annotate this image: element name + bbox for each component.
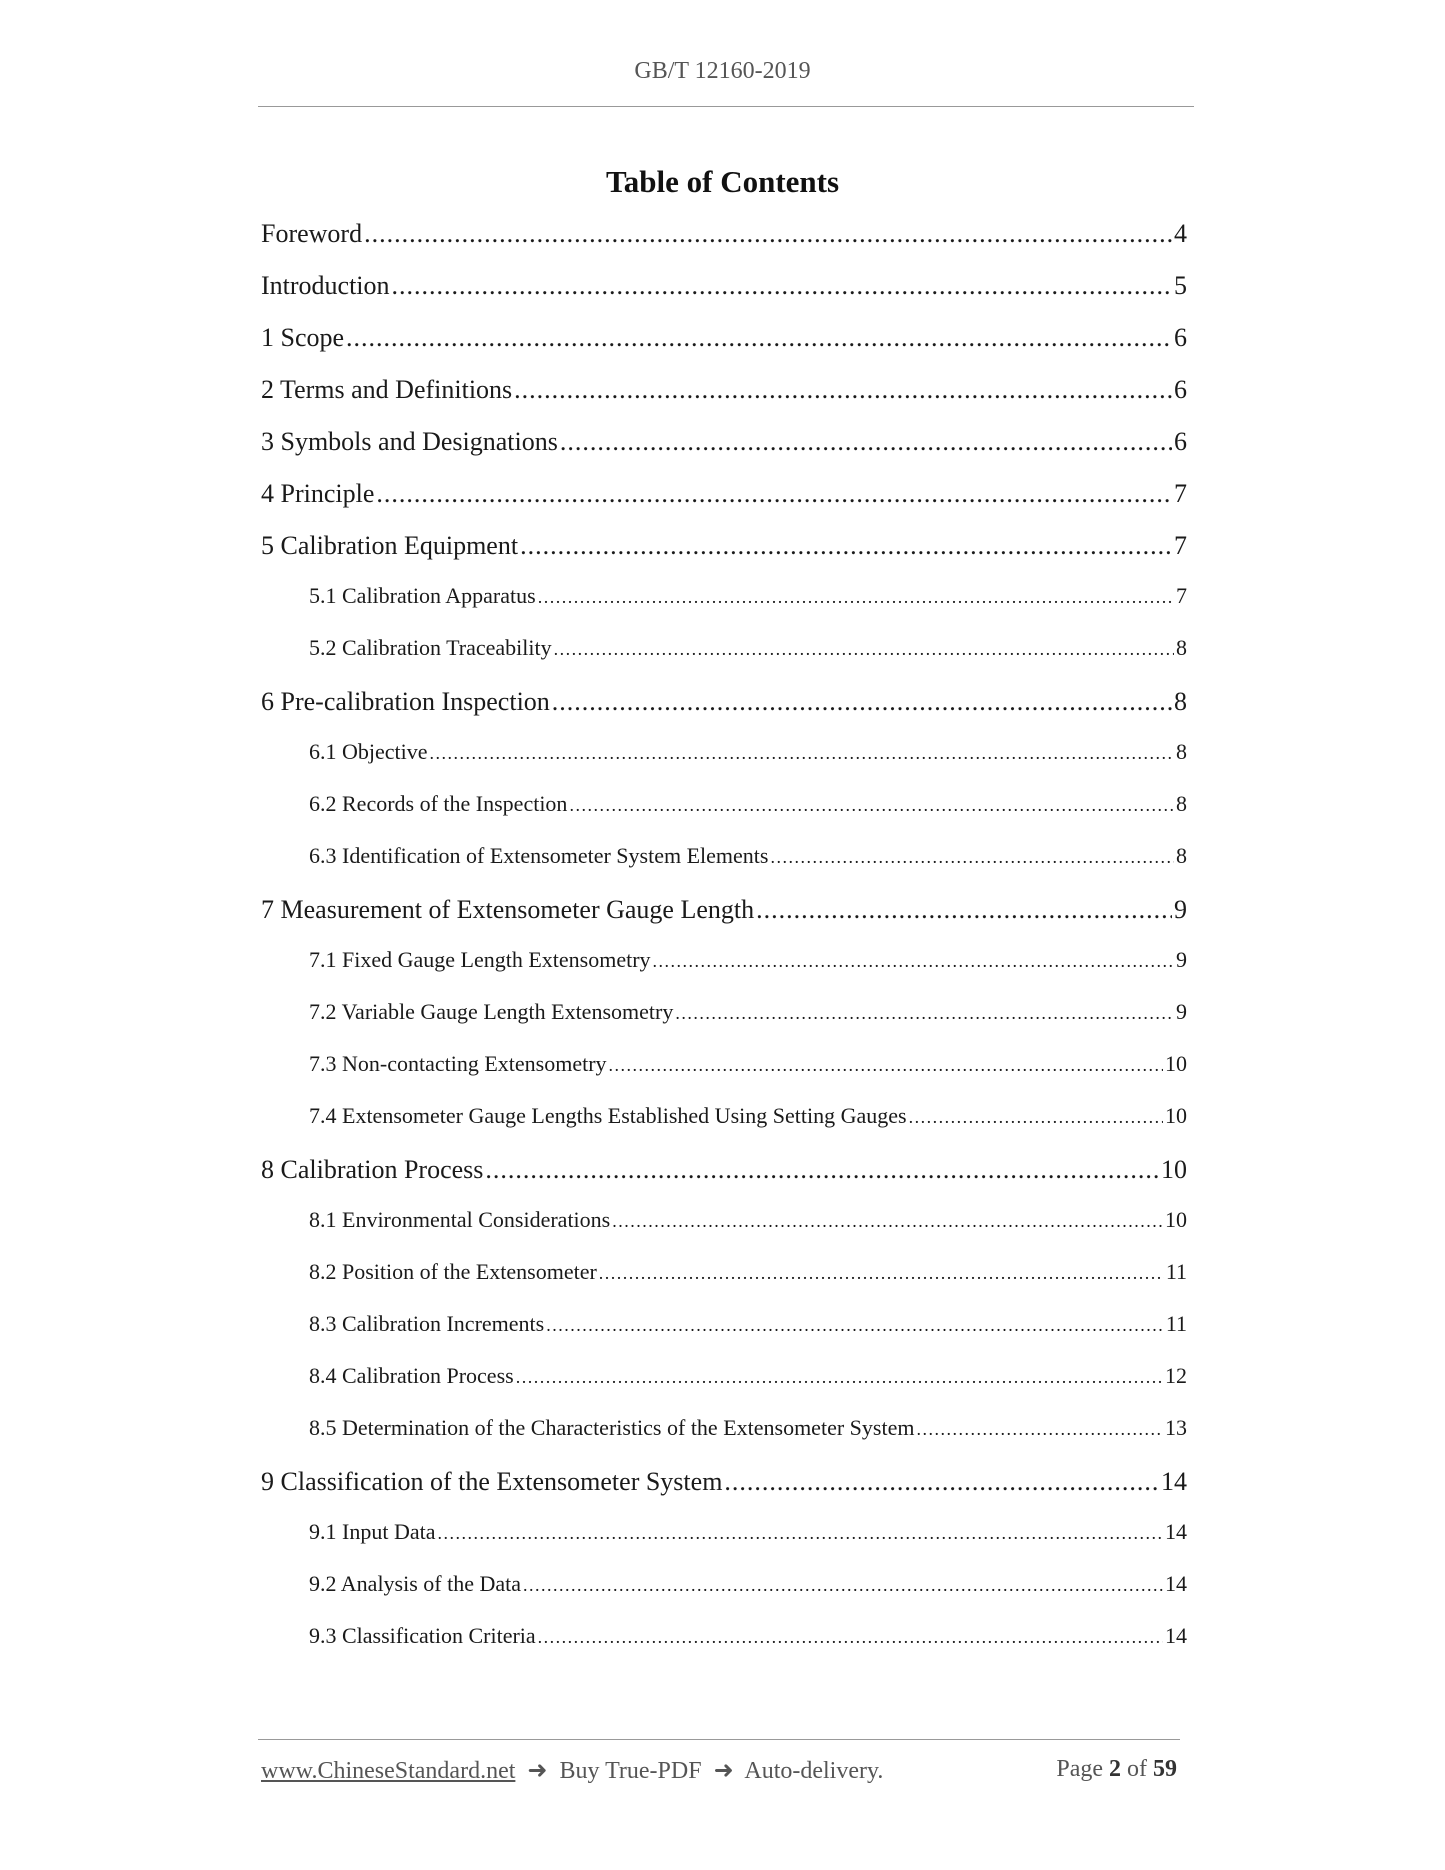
- toc-entry-page: 12: [1165, 1363, 1187, 1388]
- toc-entry-page: 13: [1165, 1415, 1187, 1440]
- right-arrow-icon: ➜: [527, 1758, 548, 1784]
- toc-dot-leader: [376, 479, 1172, 509]
- toc-entry-title: 8.4 Calibration Process: [309, 1363, 514, 1388]
- toc-entry[interactable]: [261, 635, 1187, 687]
- footer-promo: [261, 1756, 883, 1785]
- toc-entry-page: 14: [1165, 1571, 1187, 1596]
- toc-dot-leader: [599, 1263, 1164, 1284]
- page-label: Page: [1056, 1756, 1103, 1782]
- toc-entry-title: 8.1 Environmental Considerations: [309, 1207, 611, 1232]
- toc-dot-leader: [770, 847, 1174, 868]
- toc-dot-leader: [430, 743, 1174, 764]
- toc-entry[interactable]: [261, 479, 1187, 531]
- toc-dot-leader: [437, 1523, 1163, 1544]
- toc-dot-leader: [552, 687, 1172, 717]
- toc-dot-leader: [485, 1155, 1159, 1185]
- toc-entry-title: Introduction: [261, 271, 390, 300]
- toc-entry[interactable]: [261, 999, 1187, 1051]
- toc-entry[interactable]: [261, 219, 1187, 271]
- toc-entry-page: 10: [1165, 1207, 1187, 1232]
- toc-entry-page: 6: [1174, 427, 1187, 456]
- toc-entry-page: 14: [1165, 1519, 1187, 1544]
- toc-entry[interactable]: [261, 323, 1187, 375]
- toc-entry-page: 10: [1165, 1051, 1187, 1076]
- page-total: 59: [1153, 1756, 1177, 1782]
- toc-dot-leader: [523, 1575, 1163, 1596]
- toc-entry-page: 7: [1174, 479, 1187, 508]
- buy-text: Buy True-PDF: [559, 1758, 702, 1784]
- toc-dot-leader: [724, 1467, 1159, 1497]
- toc-entry-title: 8.3 Calibration Increments: [309, 1311, 545, 1336]
- toc-entry[interactable]: [261, 1519, 1187, 1571]
- toc-entry-title: 1 Scope: [261, 323, 345, 352]
- toc-dot-leader: [538, 587, 1174, 608]
- toc-entry[interactable]: [261, 687, 1187, 739]
- toc-entry[interactable]: [261, 1259, 1187, 1311]
- toc-dot-leader: [909, 1107, 1163, 1128]
- toc-entry-page: 4: [1174, 219, 1187, 248]
- toc-dot-leader: [538, 1627, 1163, 1648]
- toc-entry-page: 8: [1176, 791, 1187, 816]
- toc-dot-leader: [756, 895, 1172, 925]
- toc-entry[interactable]: [261, 1571, 1187, 1623]
- toc-dot-leader: [569, 795, 1174, 816]
- toc-entry-page: 6: [1174, 375, 1187, 404]
- toc-entry[interactable]: [261, 427, 1187, 479]
- toc-entry-page: 14: [1161, 1467, 1187, 1496]
- toc-entry-page: 10: [1161, 1155, 1187, 1184]
- toc-entry-title: 9.3 Classification Criteria: [309, 1623, 536, 1648]
- toc-dot-leader: [516, 1367, 1163, 1388]
- toc-entry-title: 7.3 Non-contacting Extensometry: [309, 1051, 607, 1076]
- page-indicator: [1056, 1756, 1177, 1783]
- toc-title: Table of Contents: [605, 164, 840, 199]
- toc-dot-leader: [346, 323, 1172, 353]
- toc-entry-title: 5 Calibration Equipment: [261, 531, 519, 560]
- toc-entry[interactable]: [261, 271, 1187, 323]
- page-of: of: [1127, 1756, 1147, 1782]
- toc-entry-page: 11: [1165, 1259, 1187, 1284]
- toc-entry-title: 3 Symbols and Designations: [261, 427, 558, 456]
- toc-entry-title: 8 Calibration Process: [261, 1155, 484, 1184]
- toc-entry-page: 8: [1176, 843, 1187, 868]
- toc-entry[interactable]: [261, 1103, 1187, 1155]
- toc-entry-title: 7.1 Fixed Gauge Length Extensometry: [309, 947, 651, 972]
- toc-entry-title: 6.1 Objective: [309, 739, 428, 764]
- toc-entry-title: 4 Principle: [261, 479, 375, 508]
- toc-entry-title: Foreword: [261, 219, 363, 248]
- toc-entry[interactable]: [261, 583, 1187, 635]
- toc-entry-title: 5.2 Calibration Traceability: [309, 635, 552, 660]
- toc-entry[interactable]: [261, 739, 1187, 791]
- toc-entry[interactable]: [261, 1363, 1187, 1415]
- toc-dot-leader: [364, 219, 1172, 249]
- toc-entry-page: 8: [1176, 739, 1187, 764]
- footer-divider: [258, 1739, 1180, 1740]
- toc-entry-title: 5.1 Calibration Apparatus: [309, 583, 536, 608]
- toc-entry-page: 6: [1174, 323, 1187, 352]
- toc-entry[interactable]: [261, 1155, 1187, 1207]
- toc-entry[interactable]: [261, 1207, 1187, 1259]
- header-divider: [258, 106, 1194, 107]
- toc-entry[interactable]: [261, 1623, 1187, 1675]
- toc-entry-title: 7.4 Extensometer Gauge Lengths Established Using Setting Gauges: [309, 1103, 907, 1128]
- toc-entry-page: 9: [1174, 895, 1187, 924]
- toc-dot-leader: [609, 1055, 1163, 1076]
- toc-entry-title: 8.5 Determination of the Characteristics of the Extensometer System: [309, 1415, 915, 1440]
- toc-dot-leader: [653, 951, 1174, 972]
- toc-dot-leader: [546, 1315, 1164, 1336]
- toc-entry[interactable]: [261, 1467, 1187, 1519]
- toc-entry-page: 11: [1165, 1311, 1187, 1336]
- toc-entry-title: 7 Measurement of Extensometer Gauge Length: [261, 895, 755, 924]
- toc-entry-title: 7.2 Variable Gauge Length Extensometry: [309, 999, 674, 1024]
- toc-entry[interactable]: [261, 375, 1187, 427]
- table-of-contents: [261, 219, 1187, 1675]
- toc-entry[interactable]: [261, 947, 1187, 999]
- toc-entry-page: 14: [1165, 1623, 1187, 1648]
- toc-entry-title: 2 Terms and Definitions: [261, 375, 513, 404]
- toc-dot-leader: [612, 1211, 1163, 1232]
- toc-entry[interactable]: [261, 895, 1187, 947]
- toc-entry[interactable]: [261, 531, 1187, 583]
- toc-entry-page: 9: [1176, 947, 1187, 972]
- toc-entry[interactable]: [261, 791, 1187, 843]
- toc-entry[interactable]: [261, 1051, 1187, 1103]
- toc-entry-page: 10: [1165, 1103, 1187, 1128]
- toc-dot-leader: [554, 639, 1174, 660]
- site-link[interactable]: www.ChineseStandard.net: [261, 1758, 516, 1784]
- toc-entry-title: 9.2 Analysis of the Data: [309, 1571, 522, 1596]
- toc-entry-title: 9.1 Input Data: [309, 1519, 436, 1544]
- toc-dot-leader: [514, 375, 1172, 405]
- toc-dot-leader: [560, 427, 1172, 457]
- toc-entry-page: 8: [1174, 687, 1187, 716]
- toc-entry-title: 6.2 Records of the Inspection: [309, 791, 568, 816]
- toc-entry-page: 7: [1176, 583, 1187, 608]
- toc-dot-leader: [675, 1003, 1174, 1024]
- right-arrow-icon: ➜: [713, 1758, 734, 1784]
- toc-entry-title: 8.2 Position of the Extensometer: [309, 1259, 597, 1284]
- toc-entry-page: 9: [1176, 999, 1187, 1024]
- toc-dot-leader: [916, 1419, 1163, 1440]
- toc-entry[interactable]: [261, 1415, 1187, 1467]
- toc-entry-page: 5: [1174, 271, 1187, 300]
- toc-entry-page: 8: [1176, 635, 1187, 660]
- toc-entry-title: 6 Pre-calibration Inspection: [261, 687, 550, 716]
- page-current: 2: [1109, 1756, 1121, 1782]
- toc-entry[interactable]: [261, 843, 1187, 895]
- toc-entry-title: 6.3 Identification of Extensometer System Elements: [309, 843, 769, 868]
- toc-entry-title: 9 Classification of the Extensometer System: [261, 1467, 723, 1496]
- toc-entry[interactable]: [261, 1311, 1187, 1363]
- delivery-text: Auto-delivery.: [744, 1758, 884, 1784]
- toc-dot-leader: [392, 271, 1172, 301]
- toc-dot-leader: [520, 531, 1172, 561]
- toc-entry-page: 7: [1174, 531, 1187, 560]
- document-header: GB/T 12160-2019: [634, 58, 811, 84]
